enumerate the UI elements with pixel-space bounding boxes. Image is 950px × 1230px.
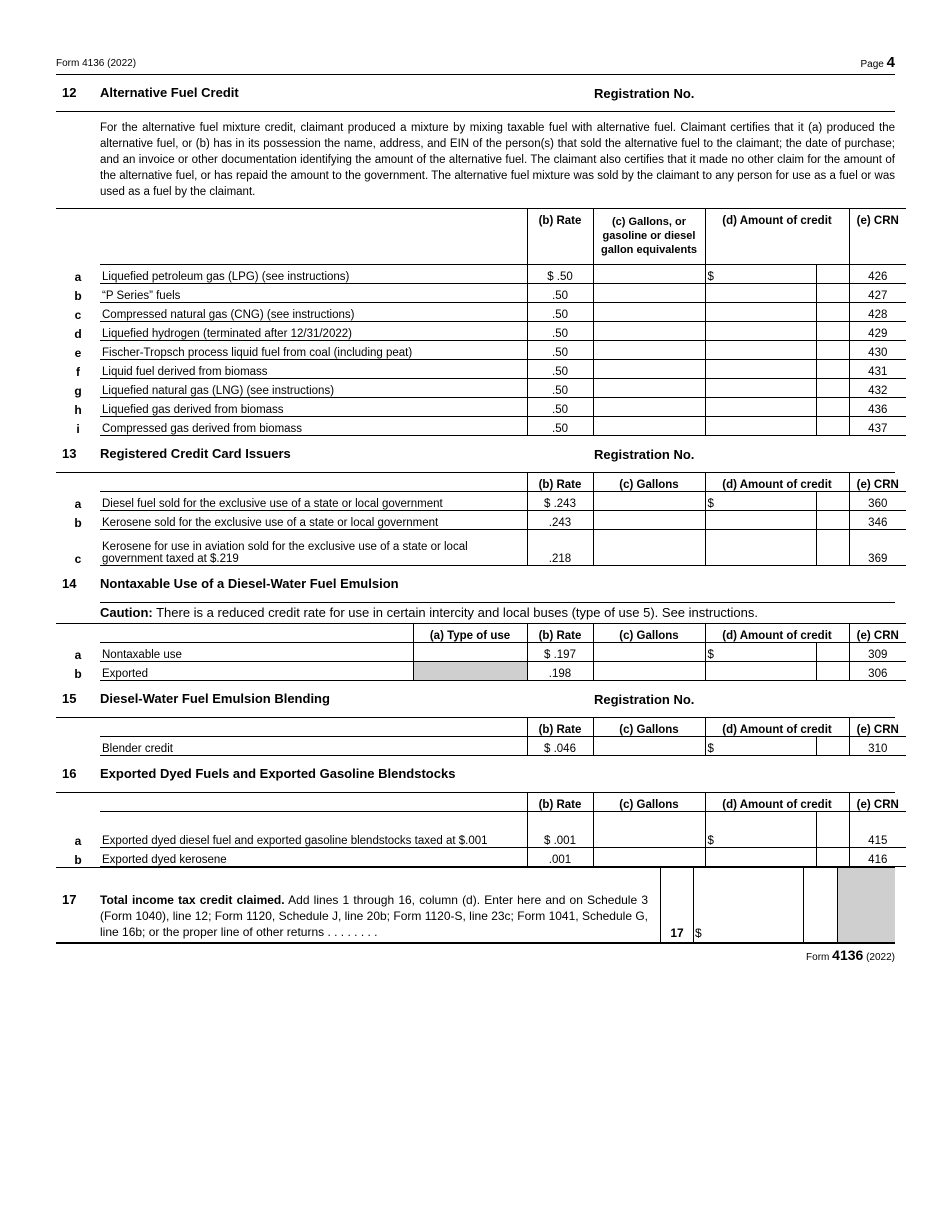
gallons-input[interactable] [593, 284, 705, 303]
amount-cents-input[interactable] [816, 511, 849, 530]
amount-input[interactable] [705, 360, 816, 379]
amount-cents-input[interactable] [816, 492, 849, 511]
crn-value: 360 [849, 492, 906, 511]
col-crn-header: (e) CRN [849, 624, 906, 643]
amount-input[interactable] [705, 284, 816, 303]
line-row [56, 417, 906, 436]
section-16-table [56, 793, 906, 867]
col-amount-header: (d) Amount of credit [705, 793, 849, 812]
col-gallons-header: (c) Gallons [593, 718, 705, 737]
rate-value: .50 [527, 379, 593, 398]
registration-label: Registration No. [594, 86, 695, 101]
gallons-input[interactable] [593, 812, 705, 848]
line-letter: d [74, 326, 82, 341]
col-crn-header: (e) CRN [849, 209, 906, 265]
line-letter: h [74, 402, 82, 417]
form-label: Form 4136 (2022) [56, 58, 137, 69]
amount-cents-input[interactable] [816, 360, 849, 379]
line-row [56, 303, 906, 322]
line-letter: f [76, 364, 80, 379]
line-description: Liquefied gas derived from biomass [100, 398, 527, 417]
rate-value: .243 [527, 511, 593, 530]
crn-value: 310 [849, 737, 906, 756]
line-number-box: 17 [660, 868, 694, 942]
line-letter: b [74, 515, 82, 530]
amount-cents-input[interactable] [816, 398, 849, 417]
page-label: Page 4 [860, 54, 895, 71]
line-number: 17 [62, 892, 77, 907]
amount-cents-input[interactable] [816, 417, 849, 436]
gallons-input[interactable] [593, 341, 705, 360]
rate-value: $ .243 [527, 492, 593, 511]
amount-cents-input[interactable] [816, 322, 849, 341]
line-row [56, 265, 906, 284]
crn-value: 309 [849, 643, 906, 662]
gallons-input[interactable] [593, 530, 705, 566]
gallons-input[interactable] [593, 417, 705, 436]
section-title: Registered Credit Card Issuers [100, 446, 291, 461]
line-17-total [56, 867, 895, 944]
amount-input[interactable]: $ [705, 737, 816, 756]
rate-value: .50 [527, 398, 593, 417]
amount-cents-input[interactable] [816, 812, 849, 848]
line-letter: b [74, 666, 82, 681]
line-row [56, 848, 906, 867]
section-14-header [56, 566, 895, 602]
amount-input[interactable]: $ [705, 265, 816, 284]
line-row [56, 398, 906, 417]
line-description: Exported dyed diesel fuel and exported gasoline blendstocks taxed at $.001 [100, 812, 527, 848]
line-letter: i [76, 421, 80, 436]
total-credit-input[interactable]: $ [693, 868, 804, 942]
col-type-header: (a) Type of use [413, 624, 527, 643]
line-letter: g [74, 383, 82, 398]
page-number: 4 [886, 54, 895, 71]
line-17-text: Total income tax credit claimed. Add lines 1 through 16, column (d). Enter here and on Schedule 3 (Form 1040), line 12; Form 1120, Schedule J, line 20b; Form 1120-S, line 23c; Form 1041, Schedule G, line 16b; or the proper line of other returns . . . . . . . . [100, 893, 648, 939]
section-14-table [56, 623, 906, 681]
section-15-table [56, 718, 906, 756]
line-description: Nontaxable use [100, 643, 413, 662]
section-16-header [56, 756, 895, 793]
amount-input[interactable] [705, 511, 816, 530]
line-row [56, 643, 906, 662]
section-13-header [56, 436, 895, 473]
crn-value: 306 [849, 662, 906, 681]
crn-value: 431 [849, 360, 906, 379]
rate-value: .218 [527, 530, 593, 566]
line-letter [56, 737, 100, 756]
col-amount-header: (d) Amount of credit [705, 473, 849, 492]
col-crn-header: (e) CRN [849, 473, 906, 492]
section-12-certification: For the alternative fuel mixture credit, claimant produced a mixture by mixing taxable fuel with alternative fuel. Claimant certifies that it (a) produced the alternative fuel, or (b) has in its possession the name, address, and EIN of the person(s) that sold the alternative fuel to the claimant; the date of purchase; and an invoice or other documentation identifying the amount of the alternative fuel. The claimant also certifies that it made no other claim for the amount of the alternative fuel, or has repaid the amount to the government. The alternative fuel mixture was sold by the claimant to any person for use as a fuel or was used as a fuel by the claimant. [100, 122, 895, 198]
page-footer: Form 4136 (2022) [806, 947, 895, 963]
line-row [56, 379, 906, 398]
amount-input[interactable]: $ [705, 643, 816, 662]
rate-value: .198 [527, 662, 593, 681]
gallons-input[interactable] [593, 303, 705, 322]
line-row [56, 360, 906, 379]
line-description: “P Series” fuels [100, 284, 527, 303]
gallons-input[interactable] [593, 398, 705, 417]
line-row [56, 511, 906, 530]
line-row [56, 492, 906, 511]
gallons-input[interactable] [593, 379, 705, 398]
section-12-header [56, 75, 895, 112]
line-description: Blender credit [100, 737, 527, 756]
rate-value: .50 [527, 284, 593, 303]
amount-input[interactable] [705, 341, 816, 360]
col-gallons-header: (c) Gallons [593, 624, 705, 643]
line-letter: e [74, 345, 82, 360]
form-page [56, 54, 899, 963]
line-row [56, 322, 906, 341]
rate-value: .50 [527, 341, 593, 360]
gallons-input[interactable] [593, 322, 705, 341]
amount-input[interactable] [705, 322, 816, 341]
type-of-use-input [413, 662, 527, 681]
crn-value: 415 [849, 812, 906, 848]
amount-input[interactable]: $ [705, 492, 816, 511]
amount-input[interactable] [705, 303, 816, 322]
section-15-header [56, 681, 895, 718]
line-description: Exported dyed kerosene [100, 848, 527, 867]
col-rate-header: (b) Rate [527, 718, 593, 737]
crn-value: 432 [849, 379, 906, 398]
gallons-input[interactable] [593, 265, 705, 284]
section-13-table [56, 473, 906, 566]
crn-value: 429 [849, 322, 906, 341]
line-letter: a [74, 496, 82, 511]
gallons-input[interactable] [593, 492, 705, 511]
amount-cents-input[interactable] [816, 530, 849, 566]
line-row [56, 662, 906, 681]
section-12-table [56, 208, 906, 436]
section-title: Exported Dyed Fuels and Exported Gasoline Blendstocks [100, 766, 456, 781]
amount-cents-input[interactable] [816, 341, 849, 360]
col-amount-header: (d) Amount of credit [705, 624, 849, 643]
amount-cents-input[interactable] [816, 848, 849, 867]
crn-value: 369 [849, 530, 906, 566]
rate-value: .50 [527, 322, 593, 341]
gallons-input[interactable] [593, 643, 705, 662]
amount-input[interactable] [705, 662, 816, 681]
rate-value: $ .50 [527, 265, 593, 284]
section-title: Nontaxable Use of a Diesel-Water Fuel Emulsion [100, 576, 399, 591]
gallons-input[interactable] [593, 737, 705, 756]
crn-value: 346 [849, 511, 906, 530]
line-description: Exported [100, 662, 413, 681]
rate-value: .001 [527, 848, 593, 867]
amount-cents-input[interactable] [816, 662, 849, 681]
col-gallons-header: (c) Gallons [593, 473, 705, 492]
shaded-cell [838, 868, 895, 942]
gallons-input[interactable] [593, 511, 705, 530]
line-letter: a [74, 833, 82, 848]
amount-input[interactable] [705, 848, 816, 867]
rate-value: $ .046 [527, 737, 593, 756]
crn-value: 426 [849, 265, 906, 284]
line-letter: b [74, 288, 82, 303]
line-description: Liquefied hydrogen (terminated after 12/31/2022) [100, 322, 527, 341]
col-amount-header: (d) Amount of credit [705, 209, 849, 265]
col-amount-header: (d) Amount of credit [705, 718, 849, 737]
total-cents-input[interactable] [804, 868, 838, 942]
crn-value: 436 [849, 398, 906, 417]
registration-label: Registration No. [594, 692, 695, 707]
crn-value: 416 [849, 848, 906, 867]
line-description: Compressed gas derived from biomass [100, 417, 527, 436]
amount-input[interactable]: $ [705, 812, 816, 848]
amount-input[interactable] [705, 398, 816, 417]
col-rate-header: (b) Rate [527, 624, 593, 643]
line-description: Diesel fuel sold for the exclusive use of a state or local government [100, 492, 527, 511]
line-row [56, 812, 906, 848]
section-number: 15 [62, 691, 77, 706]
amount-cents-input[interactable] [816, 284, 849, 303]
registration-label: Registration No. [594, 447, 695, 462]
line-description: Kerosene sold for the exclusive use of a state or local government [100, 511, 527, 530]
col-crn-header: (e) CRN [849, 793, 906, 812]
amount-input[interactable] [705, 417, 816, 436]
section-title: Alternative Fuel Credit [100, 85, 239, 100]
type-of-use-input[interactable] [413, 643, 527, 662]
line-description: Liquid fuel derived from biomass [100, 360, 527, 379]
line-letter: c [74, 307, 82, 322]
amount-cents-input[interactable] [816, 737, 849, 756]
amount-cents-input[interactable] [816, 643, 849, 662]
caution-note: Caution: There is a reduced credit rate for use in certain intercity and local buses (type of use 5). See instructions. [100, 602, 895, 623]
col-gallons-header: (c) Gallons [593, 793, 705, 812]
line-letter: b [74, 852, 82, 867]
amount-input[interactable] [705, 379, 816, 398]
rate-value: .50 [527, 360, 593, 379]
rate-value: $ .197 [527, 643, 593, 662]
amount-cents-input[interactable] [816, 379, 849, 398]
line-description: Kerosene for use in aviation sold for the exclusive use of a state or local government taxed at $.219 [100, 530, 527, 566]
gallons-input[interactable] [593, 662, 705, 681]
line-letter: a [74, 647, 82, 662]
col-gallons-header: (c) Gallons, or gasoline or diesel gallon equivalents [593, 209, 705, 265]
amount-cents-input[interactable] [816, 265, 849, 284]
section-title: Diesel-Water Fuel Emulsion Blending [100, 691, 330, 706]
line-row [56, 284, 906, 303]
rate-value: .50 [527, 417, 593, 436]
crn-value: 427 [849, 284, 906, 303]
line-description: Liquefied petroleum gas (LPG) (see instructions) [100, 265, 527, 284]
line-row [56, 530, 906, 566]
footer-form-number: 4136 [832, 947, 864, 963]
gallons-input[interactable] [593, 848, 705, 867]
col-rate-header: (b) Rate [527, 473, 593, 492]
amount-cents-input[interactable] [816, 303, 849, 322]
col-rate-header: (b) Rate [527, 209, 593, 265]
amount-input[interactable] [705, 530, 816, 566]
page-header [56, 54, 895, 75]
line-description: Liquefied natural gas (LNG) (see instructions) [100, 379, 527, 398]
crn-value: 428 [849, 303, 906, 322]
crn-value: 437 [849, 417, 906, 436]
rate-value: $ .001 [527, 812, 593, 848]
section-number: 12 [62, 85, 77, 100]
line-description: Fischer-Tropsch process liquid fuel from coal (including peat) [100, 341, 527, 360]
col-rate-header: (b) Rate [527, 793, 593, 812]
rate-value: .50 [527, 303, 593, 322]
section-number: 13 [62, 446, 77, 461]
line-row [56, 737, 906, 756]
line-letter: c [74, 551, 82, 566]
gallons-input[interactable] [593, 360, 705, 379]
section-number: 14 [62, 576, 77, 591]
section-number: 16 [62, 766, 77, 781]
line-letter: a [74, 269, 82, 284]
line-description: Compressed natural gas (CNG) (see instructions) [100, 303, 527, 322]
crn-value: 430 [849, 341, 906, 360]
col-crn-header: (e) CRN [849, 718, 906, 737]
line-row [56, 341, 906, 360]
